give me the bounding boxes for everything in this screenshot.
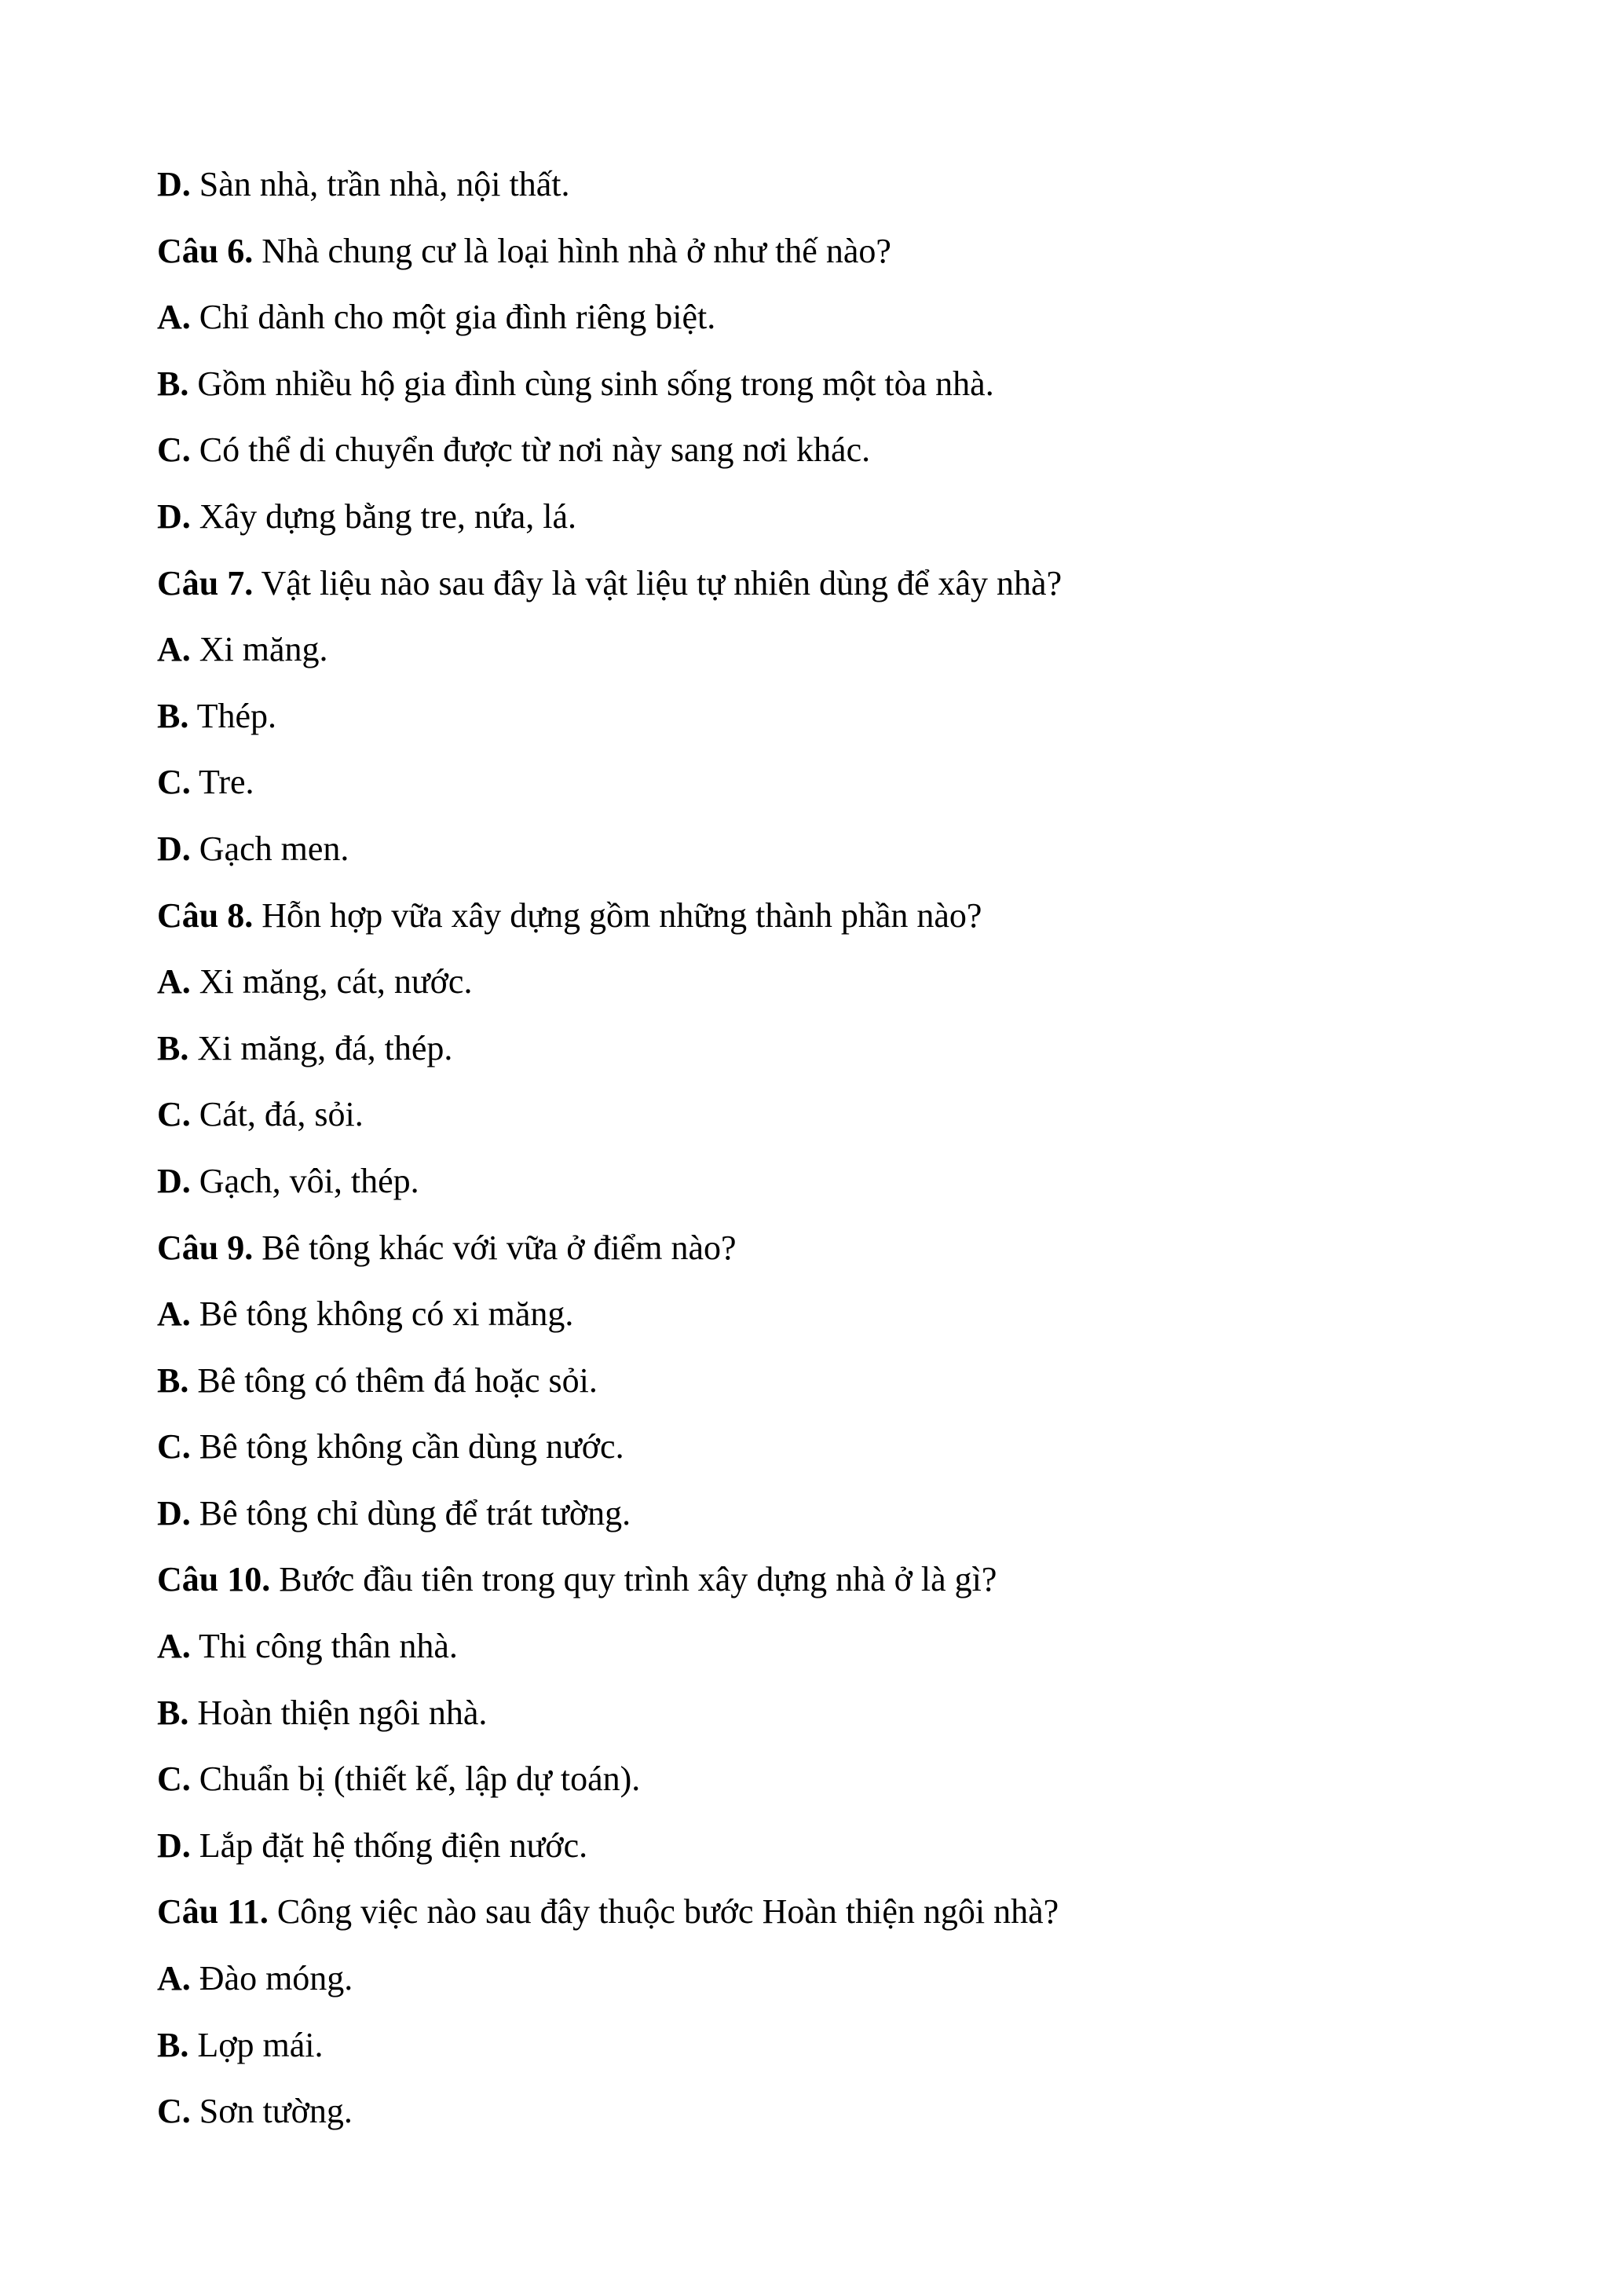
option-line: [157, 1016, 1492, 1082]
question-text: Bê tông khác với vữa ở điểm nào?: [253, 1228, 737, 1267]
option-line: [157, 2012, 1492, 2079]
option-text: Đào móng.: [190, 1959, 353, 1998]
option-text: Tre.: [190, 763, 254, 802]
option-text: Xi măng, cát, nước.: [190, 962, 473, 1002]
option-line: [157, 1613, 1492, 1680]
option-label: D.: [157, 1825, 191, 1865]
option-line: [157, 284, 1492, 351]
question-text: Bước đầu tiên trong quy trình xây dựng nhà ở là gì?: [270, 1560, 997, 1599]
question-line: [157, 551, 1492, 617]
option-text: Sơn tường.: [190, 2092, 353, 2131]
option-text: Chuẩn bị (thiết kế, lập dự toán).: [190, 1760, 641, 1799]
option-text: Thép.: [188, 696, 276, 735]
question-line: [157, 218, 1492, 285]
option-label: A.: [157, 1294, 191, 1334]
option-text: Lợp mái.: [188, 2025, 324, 2064]
option-line: [157, 152, 1492, 218]
option-line: [157, 1148, 1492, 1215]
option-text: Bê tông có thêm đá hoặc sỏi.: [188, 1360, 598, 1400]
option-text: Gạch men.: [190, 829, 349, 868]
option-label: C.: [157, 1760, 191, 1799]
option-label: A.: [157, 1959, 191, 1998]
question-text: Vật liệu nào sau đây là vật liệu tự nhiên dùng để xây nhà?: [253, 563, 1063, 602]
option-line: [157, 1746, 1492, 1813]
option-text: Cát, đá, sỏi.: [190, 1095, 364, 1134]
option-label: D.: [157, 829, 191, 868]
question-label: Câu 11.: [157, 1892, 269, 1932]
option-line: [157, 816, 1492, 883]
option-label: D.: [157, 1161, 191, 1200]
option-label: D.: [157, 1493, 191, 1532]
option-line: [157, 484, 1492, 551]
option-text: Hoàn thiện ngôi nhà.: [188, 1693, 488, 1732]
option-line: [157, 351, 1492, 418]
option-line: [157, 417, 1492, 484]
question-list: [157, 152, 1492, 2145]
option-line: [157, 1348, 1492, 1415]
question-line: [157, 1215, 1492, 1282]
option-line: [157, 1082, 1492, 1148]
question-text: Công việc nào sau đây thuộc bước Hoàn thiện ngôi nhà?: [268, 1892, 1059, 1932]
question-text: Hỗn hợp vữa xây dựng gồm những thành phần nào?: [253, 895, 982, 935]
option-text: Chỉ dành cho một gia đình riêng biệt.: [190, 298, 716, 337]
option-label: A.: [157, 630, 191, 669]
option-text: Sàn nhà, trần nhà, nội thất.: [190, 165, 570, 203]
question-line: [157, 883, 1492, 950]
option-label: D.: [157, 496, 191, 536]
question-label: Câu 10.: [157, 1560, 271, 1599]
option-line: [157, 1481, 1492, 1547]
option-text: Lắp đặt hệ thống điện nước.: [190, 1825, 588, 1865]
question-label: Câu 6.: [157, 231, 254, 270]
option-text: Xi măng.: [190, 630, 328, 669]
question-line: [157, 1879, 1492, 1946]
question-label: Câu 9.: [157, 1228, 254, 1267]
option-label: A.: [157, 1627, 191, 1666]
option-line: [157, 1946, 1492, 2012]
option-label: C.: [157, 763, 191, 802]
option-label: B.: [157, 1028, 189, 1067]
option-line: [157, 2078, 1492, 2145]
option-label: B.: [157, 1360, 189, 1400]
option-line: [157, 617, 1492, 683]
question-text: Nhà chung cư là loại hình nhà ở như thế nào?: [253, 231, 891, 270]
question-label: Câu 8.: [157, 895, 254, 935]
option-line: [157, 683, 1492, 750]
option-line: [157, 1414, 1492, 1481]
option-line: [157, 749, 1492, 816]
option-text: Xi măng, đá, thép.: [188, 1028, 453, 1067]
question-label: Câu 7.: [157, 563, 254, 602]
option-text: Bê tông không có xi măng.: [190, 1294, 574, 1334]
option-line: [157, 1281, 1492, 1348]
option-line: [157, 949, 1492, 1016]
option-text: Bê tông không cần dùng nước.: [190, 1427, 624, 1467]
question-line: [157, 1547, 1492, 1613]
option-text: Xây dựng bằng tre, nứa, lá.: [190, 496, 576, 536]
option-label: C.: [157, 2092, 191, 2131]
option-label: B.: [157, 2025, 189, 2064]
option-line: [157, 1680, 1492, 1747]
option-text: Gạch, vôi, thép.: [190, 1161, 419, 1200]
option-label: A.: [157, 298, 191, 337]
option-label: B.: [157, 696, 189, 735]
option-text: Gồm nhiều hộ gia đình cùng sinh sống trong một tòa nhà.: [188, 364, 994, 403]
option-label: B.: [157, 364, 189, 403]
option-label: C.: [157, 1427, 191, 1467]
option-label: C.: [157, 1095, 191, 1134]
option-label: D.: [157, 165, 191, 203]
option-label: B.: [157, 1693, 189, 1732]
option-line: [157, 1813, 1492, 1880]
option-label: C.: [157, 430, 191, 470]
option-text: Thi công thân nhà.: [190, 1627, 458, 1666]
option-label: A.: [157, 962, 191, 1002]
option-text: Bê tông chỉ dùng để trát tường.: [190, 1493, 631, 1532]
option-text: Có thể di chuyển được từ nơi này sang nơi khác.: [190, 430, 871, 470]
